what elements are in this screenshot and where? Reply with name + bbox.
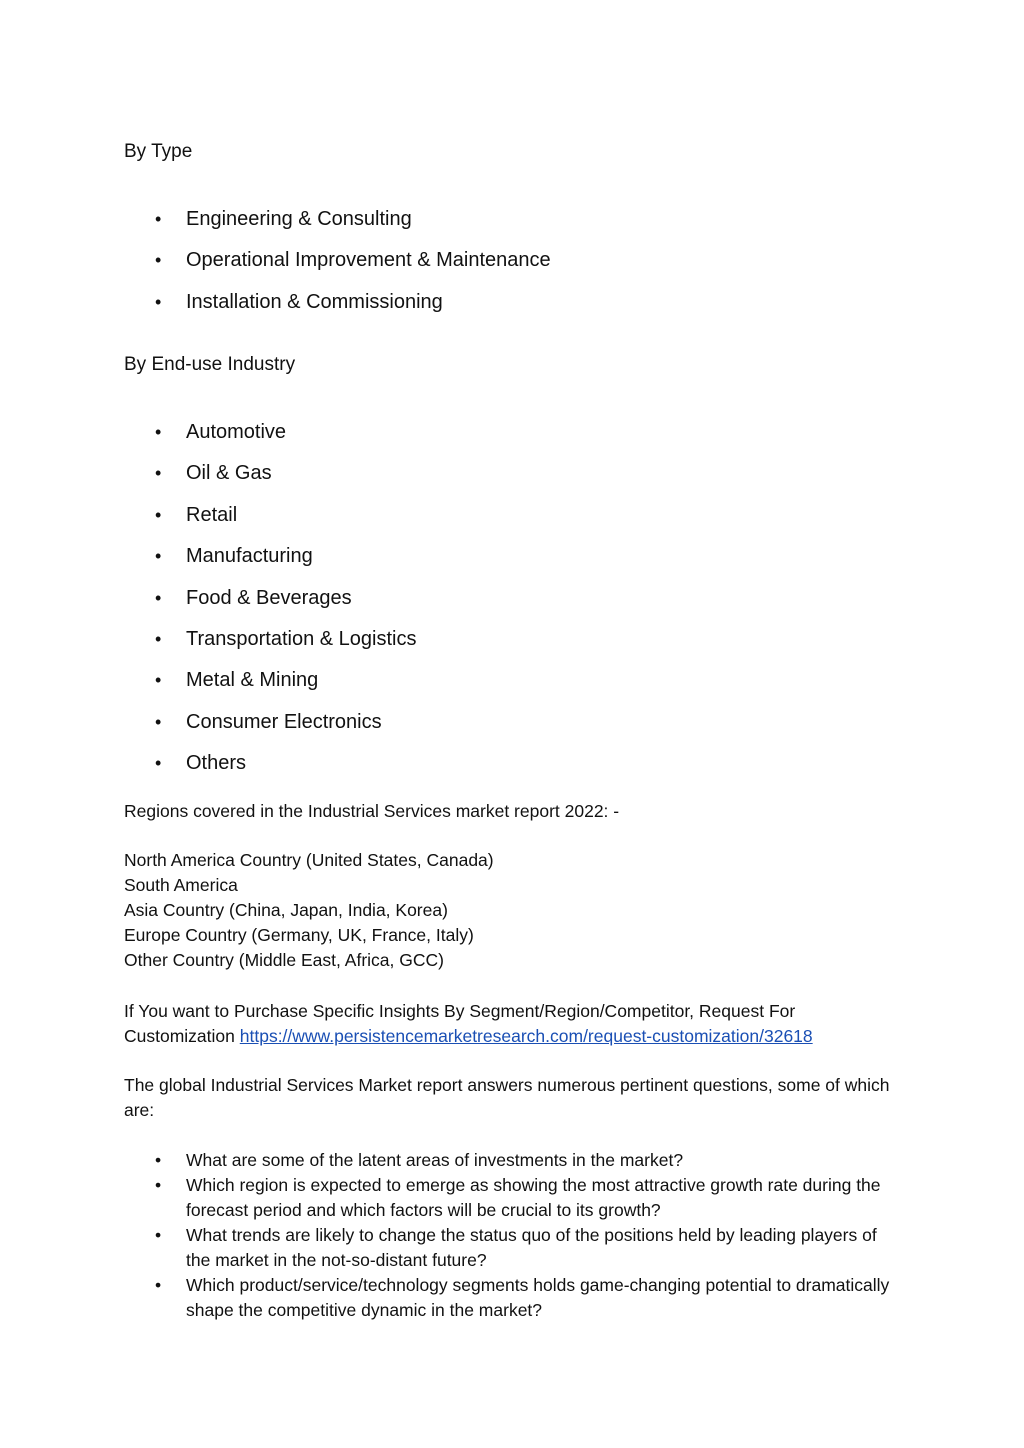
customization-paragraph bbox=[124, 999, 864, 1049]
region-line: Europe Country (Germany, UK, France, Italy) bbox=[124, 925, 474, 945]
list-item: • Operational Improvement & Maintenance bbox=[124, 247, 551, 288]
customization-link[interactable]: https://www.persistencemarketresearch.com/request-customization/32618 bbox=[239, 1026, 813, 1046]
by-type-list bbox=[124, 206, 551, 330]
list-item: • Manufacturing bbox=[124, 543, 416, 584]
region-line: South America bbox=[124, 875, 238, 895]
questions-intro: The global Industrial Services Market report answers numerous pertinent questions, some of which are: bbox=[124, 1075, 890, 1120]
question-item: • What trends are likely to change the status quo of the positions held by leading players of the market in the not-so-distant future? bbox=[124, 1223, 904, 1273]
region-line: Asia Country (China, Japan, India, Korea) bbox=[124, 900, 448, 920]
questions-list bbox=[124, 1148, 904, 1323]
list-item: • Metal & Mining bbox=[124, 667, 416, 708]
regions-intro: Regions covered in the Industrial Services market report 2022: - bbox=[124, 801, 620, 821]
question-item: • What are some of the latent areas of investments in the market? bbox=[124, 1148, 904, 1173]
list-item: • Automotive bbox=[124, 419, 416, 460]
customization-text: If You want to Purchase Specific Insights By Segment/Region/Competitor, Request For Customization bbox=[124, 1001, 796, 1046]
list-item: • Transportation & Logistics bbox=[124, 626, 416, 667]
list-item: • Consumer Electronics bbox=[124, 709, 416, 750]
question-item: • Which region is expected to emerge as showing the most attractive growth rate during the forecast period and which factors will be crucial to its growth? bbox=[124, 1173, 904, 1223]
by-end-use-list bbox=[124, 419, 416, 792]
by-end-use-heading: By End-use Industry bbox=[124, 354, 296, 375]
regions-list bbox=[124, 848, 904, 973]
region-line: Other Country (Middle East, Africa, GCC) bbox=[124, 950, 444, 970]
list-item: • Food & Beverages bbox=[124, 585, 416, 626]
question-item: • Which product/service/technology segments holds game-changing potential to dramatically shape the competitive dynamic in the market? bbox=[124, 1273, 904, 1323]
list-item: • Others bbox=[124, 750, 416, 791]
list-item: • Installation & Commissioning bbox=[124, 289, 551, 330]
region-line: North America Country (United States, Canada) bbox=[124, 850, 494, 870]
list-item: • Retail bbox=[124, 502, 416, 543]
list-item: • Oil & Gas bbox=[124, 460, 416, 501]
list-item: • Engineering & Consulting bbox=[124, 206, 551, 247]
by-type-heading: By Type bbox=[124, 141, 193, 162]
